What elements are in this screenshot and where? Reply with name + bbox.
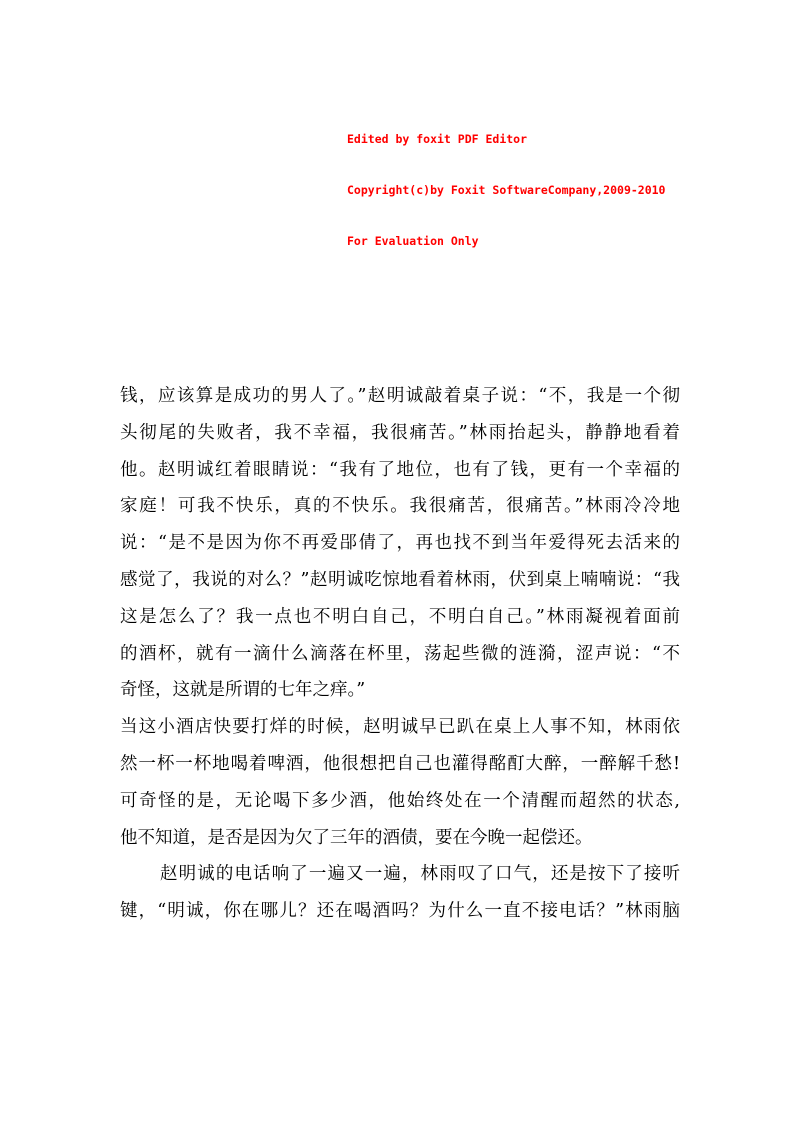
text-line: 他。赵明诚红着眼睛说：“我有了地位，也有了钱，更有一个幸福的 (120, 459, 680, 480)
text-line: 可奇怪的是，无论喝下多少酒，他始终处在一个清醒而超然的状态, (120, 790, 680, 811)
document-body (120, 378, 680, 930)
text-line: 钱，应该算是成功的男人了。”赵明诚敲着桌子说：“不，我是一个彻 (120, 386, 680, 406)
text-line: 的酒杯，就有一滴什么滴落在杯里，荡起些微的涟漪，涩声说：“不 (120, 643, 680, 664)
text-line: 赵明诚的电话响了一遍又一遍，林雨叹了口气，还是按下了接听 (160, 864, 680, 885)
text-line: 然一杯一杯地喝着啤酒，他很想把自己也灌得酩酊大醉，一醉解千愁! (120, 753, 680, 774)
text-line: 这是怎么了？我一点也不明白自己，不明白自己。”林雨凝视着面前 (120, 606, 680, 627)
text-line: 说：“是不是因为你不再爱郘倩了，再也找不到当年爱得死去活来的 (120, 533, 680, 554)
text-line: 他不知道，是否是因为欠了三年的酒债，要在今晚一起偿还。 (120, 827, 593, 848)
text-line: 键，“明诚，你在哪儿？还在喝酒吗？为什么一直不接电话？”林雨脑 (120, 901, 680, 922)
watermark-line-1: Edited by foxit PDF Editor (347, 132, 528, 146)
text-line: 头彻尾的失败者，我不幸福，我很痛苦。”林雨抬起头，静静地看着 (120, 422, 680, 443)
text-line: 家庭！可我不快乐，真的不快乐。我很痛苦，很痛苦。”林雨冷冷地 (120, 496, 680, 517)
text-line: 当这小酒店快要打烊的时候，赵明诚早已趴在桌上人事不知，林雨依 (120, 717, 680, 738)
evaluation-watermark (347, 97, 666, 267)
text-line: 感觉了，我说的对么？”赵明诚吃惊地看着林雨，伏到桌上喃喃说：“我 (120, 569, 680, 590)
watermark-line-2: Copyright(c)by Foxit SoftwareCompany,2009-2010 (347, 183, 666, 197)
text-line: 奇怪，这就是所谓的七年之痒。” (120, 680, 366, 701)
watermark-line-3: For Evaluation Only (347, 234, 479, 248)
